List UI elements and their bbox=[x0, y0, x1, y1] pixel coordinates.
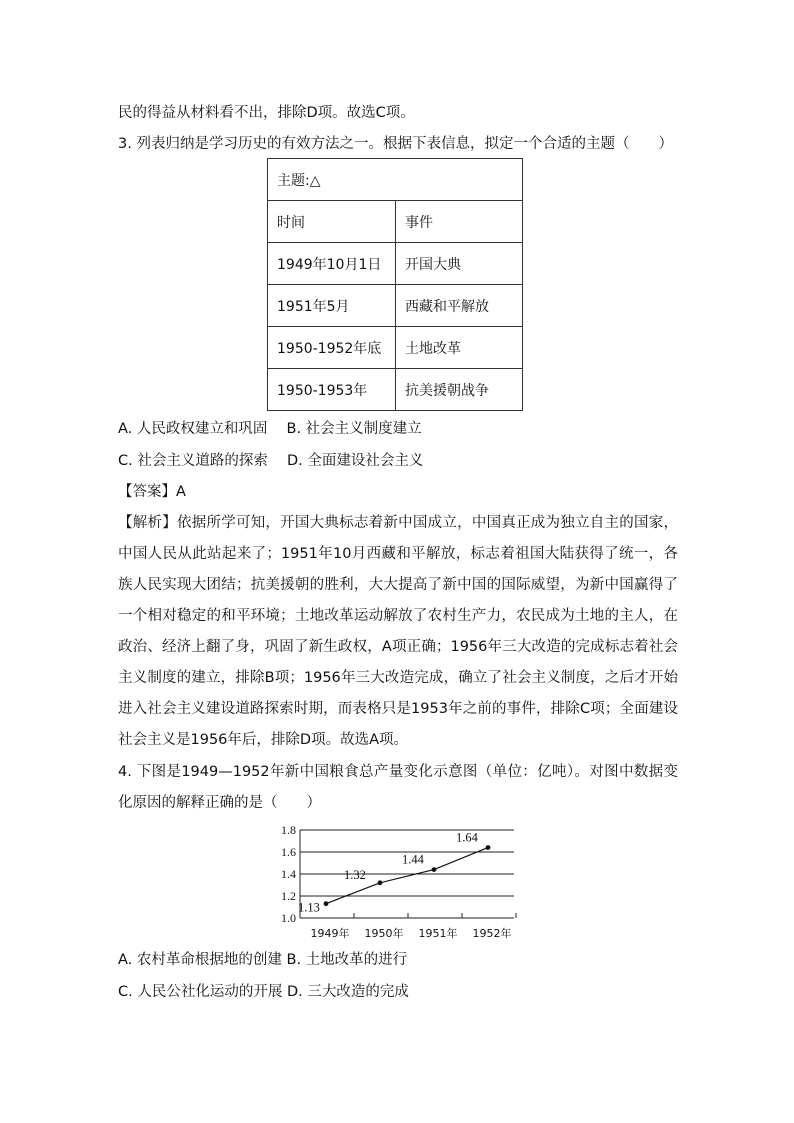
question-3-options-ab: A. 人民政权建立和巩固 B. 社会主义制度建立 bbox=[118, 421, 422, 437]
data-label: 1.13 bbox=[298, 900, 320, 915]
x-tick-label: 1950年 bbox=[364, 927, 404, 940]
table-cell-time: 1949年10月1日 bbox=[268, 243, 396, 285]
question-3-stem: 3. 列表归纳是学习历史的有效方法之一。根据下表信息，拟定一个合适的主题（ ） bbox=[118, 136, 673, 152]
table-cell-event: 西藏和平解放 bbox=[396, 285, 523, 327]
previous-answer-conclusion: 民的得益从材料看不出，排除D项。故选C项。 bbox=[118, 105, 415, 121]
table-row bbox=[268, 285, 523, 327]
table-row bbox=[268, 327, 523, 369]
y-tick-label: 1.8 bbox=[281, 823, 296, 837]
question-3-analysis: 【解析】依据所学可知，开国大典标志着新中国成立，中国真正成为独立自主的国家，中国人民从此站起来了；1951年10月西藏和平解放，标志着祖国大陆获得了统一，各族人民实现大团结；抗美援朝的胜利，大大提高了新中国的国际威望，为新中国赢得了一个相对稳定的和平环境；土地改革运动解放了农村生产力，农民成为土地的主人，在政治、经济上翻了身，巩固了新生政权，A项正确；1956年三大改造的完成标志着社会主义制度的建立，排除B项；1956年三大改造完成，确立了社会主义制度，之后才开始进入社会主义建设道路探索时期，而表格只是1953年之前的事件，排除C项；全面建设社会主义是1956年后，排除D项。故选A项。 bbox=[118, 515, 678, 748]
table-topic: 主题:△ bbox=[268, 159, 523, 201]
table-row bbox=[268, 243, 523, 285]
x-tick-label: 1949年 bbox=[310, 927, 350, 940]
table-topic-row bbox=[268, 159, 523, 201]
data-point bbox=[378, 880, 383, 885]
question-4-stem: 4. 下图是1949—1952年新中国粮食总产量变化示意图（单位：亿吨）。对图中数据变化原因的解释正确的是（ ） bbox=[118, 764, 678, 811]
chart-grid bbox=[300, 830, 514, 918]
table-cell-time: 1950-1952年底 bbox=[268, 327, 396, 369]
question-4-options-cd: C. 人民公社化运动的开展 D. 三大改造的完成 bbox=[118, 984, 409, 1000]
x-tick-label: 1952年 bbox=[472, 927, 512, 940]
question-4-options-ab: A. 农村革命根据地的创建 B. 土地改革的进行 bbox=[118, 952, 408, 968]
data-point bbox=[486, 845, 491, 850]
table-header-time: 时间 bbox=[268, 201, 396, 243]
data-label: 1.64 bbox=[456, 830, 478, 845]
x-tick-label: 1951年 bbox=[418, 927, 458, 940]
data-point bbox=[432, 867, 437, 872]
data-point bbox=[324, 901, 329, 906]
table-cell-time: 1951年5月 bbox=[268, 285, 396, 327]
table-cell-event: 开国大典 bbox=[396, 243, 523, 285]
table-cell-event: 土地改革 bbox=[396, 327, 523, 369]
question-3-table bbox=[267, 158, 523, 411]
table-header-event: 事件 bbox=[396, 201, 523, 243]
chart-x-ticks bbox=[311, 913, 517, 940]
y-tick-label: 1.0 bbox=[281, 911, 296, 925]
question-3-answer: 【答案】A bbox=[118, 484, 186, 500]
y-tick-label: 1.2 bbox=[281, 889, 296, 903]
question-3-options-cd: C. 社会主义道路的探索 D. 全面建设社会主义 bbox=[118, 453, 424, 469]
table-header-row bbox=[268, 201, 523, 243]
data-label: 1.44 bbox=[402, 852, 424, 867]
table-cell-event: 抗美援朝战争 bbox=[396, 369, 523, 411]
table-cell-time: 1950-1953年 bbox=[268, 369, 396, 411]
y-tick-label: 1.6 bbox=[281, 845, 296, 859]
data-label: 1.32 bbox=[344, 867, 366, 882]
table-row bbox=[268, 369, 523, 411]
y-tick-label: 1.4 bbox=[281, 867, 296, 881]
grain-output-chart bbox=[268, 820, 522, 944]
chart-y-ticks bbox=[281, 823, 296, 925]
